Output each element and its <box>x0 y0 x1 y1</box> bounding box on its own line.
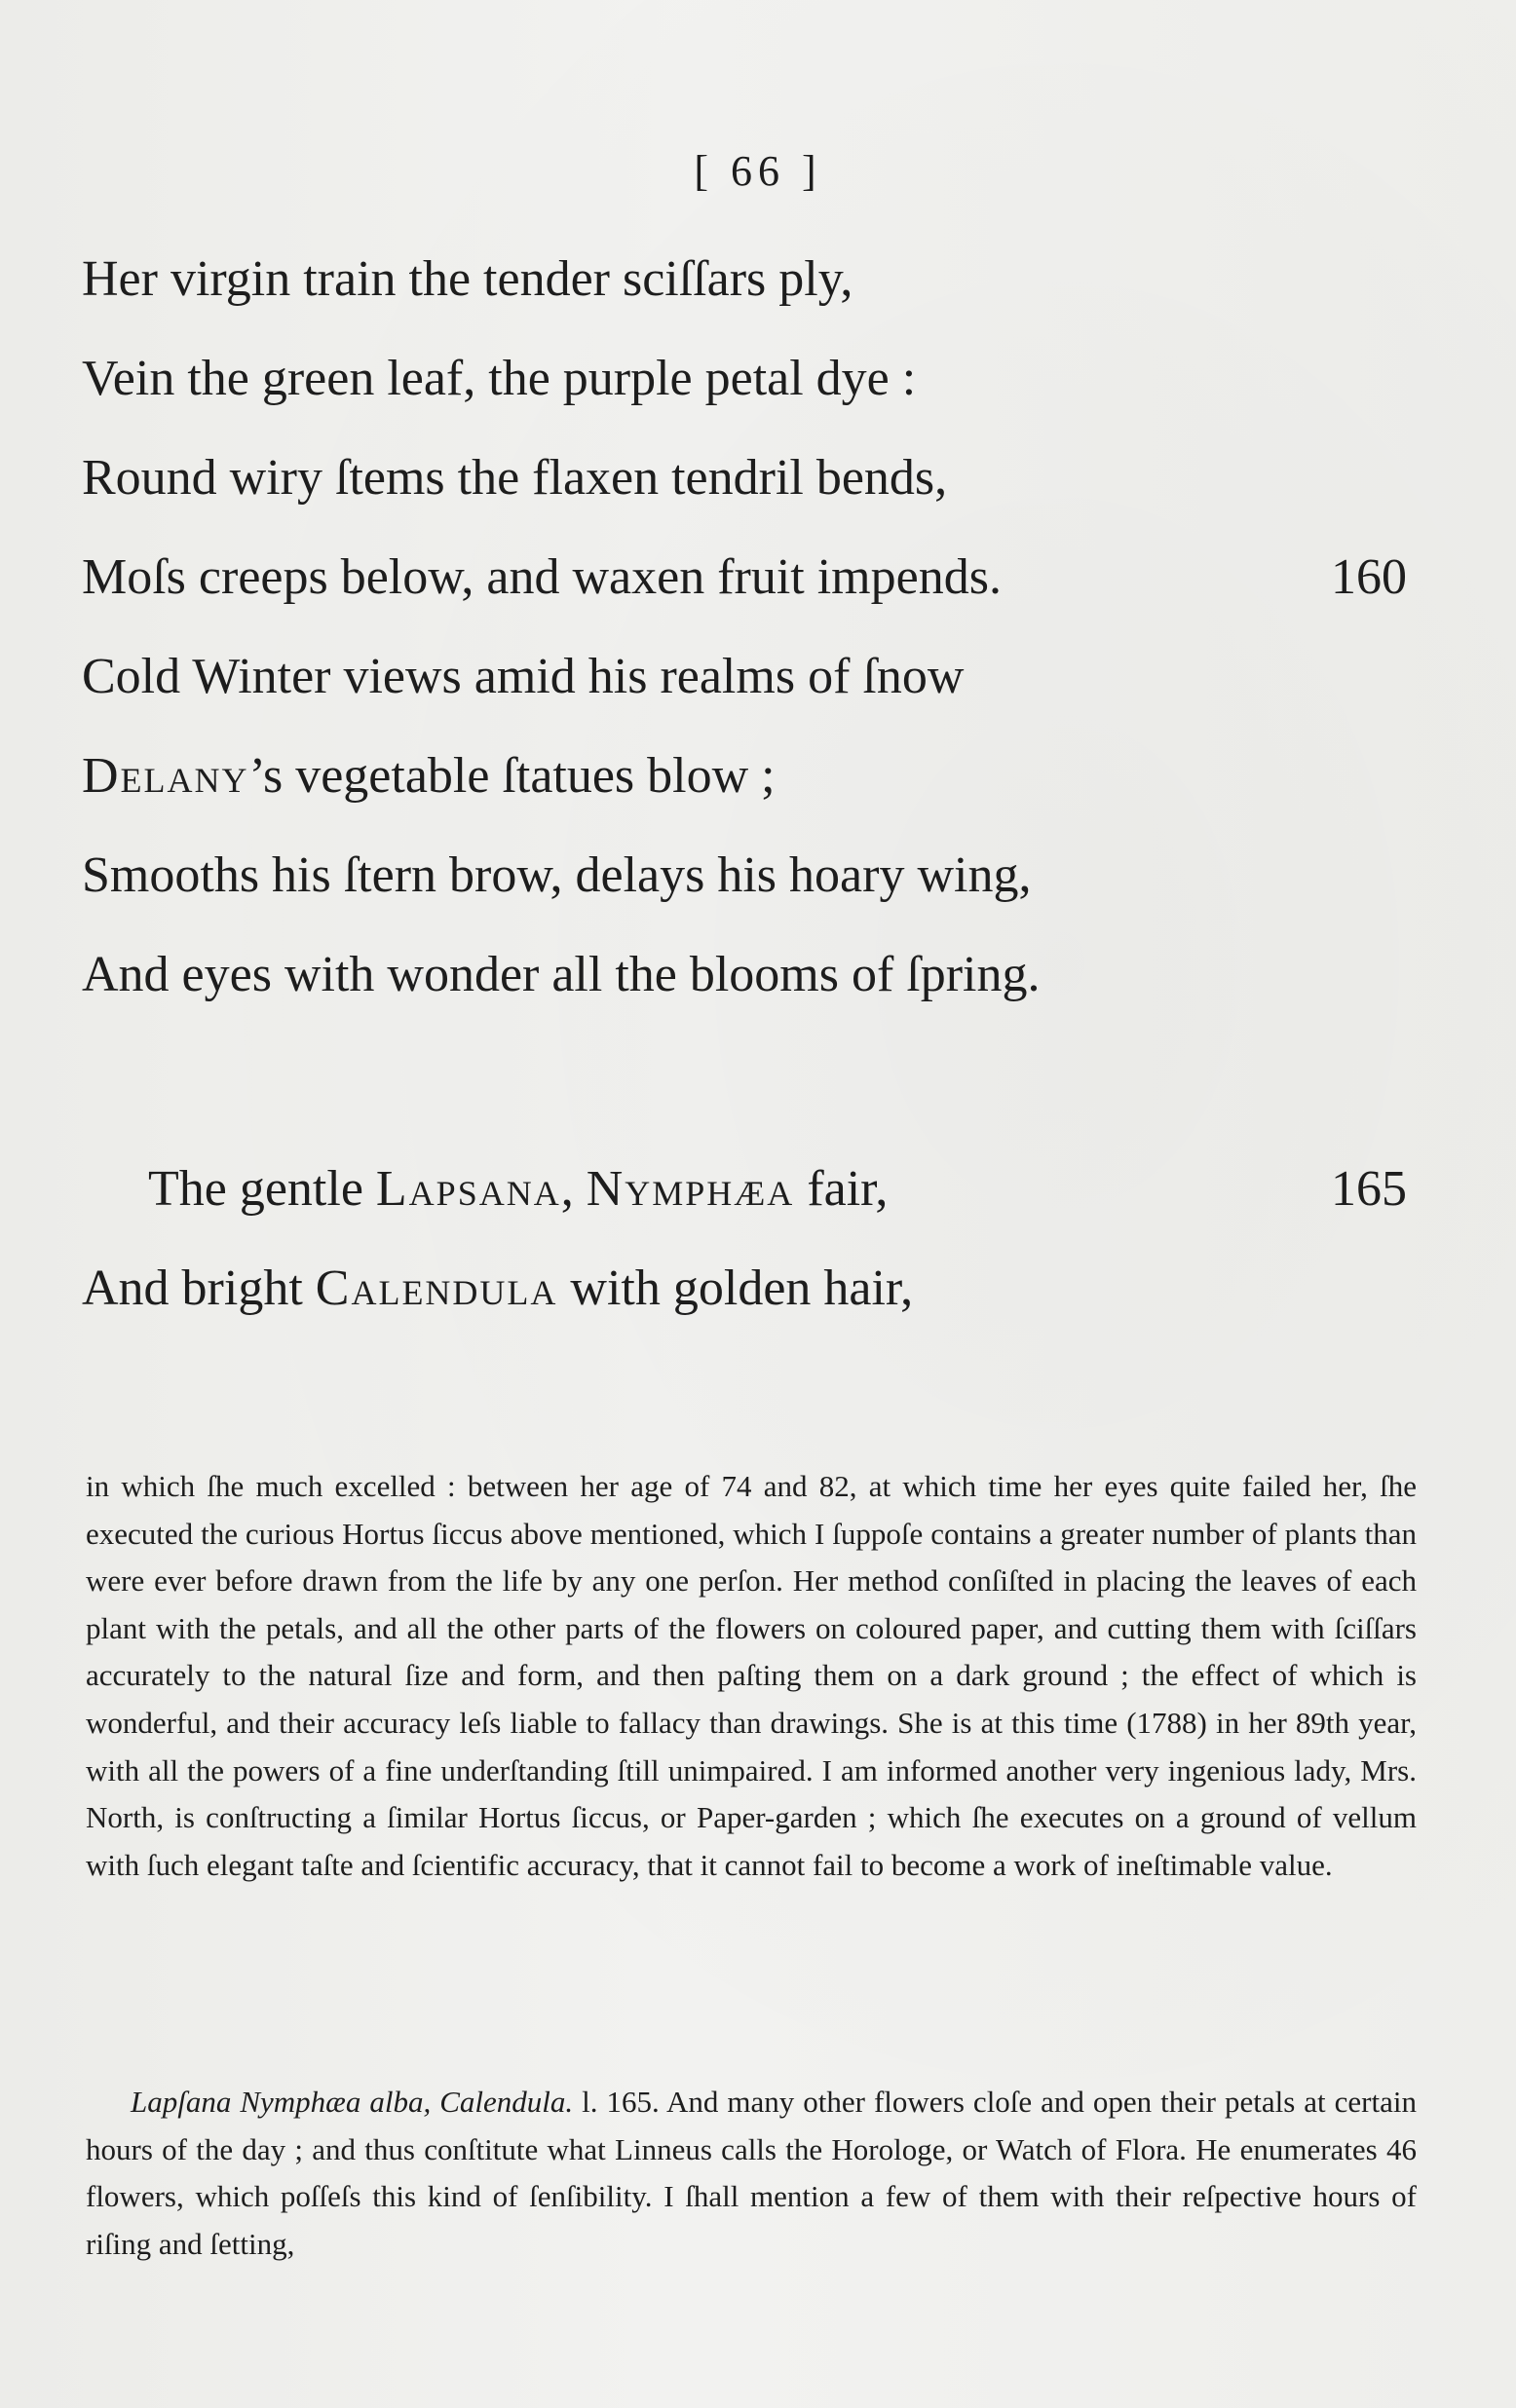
verse-line: Round wiry ſtems the flaxen tendril bends, <box>82 450 948 506</box>
line-number: 160 <box>1331 549 1407 605</box>
verse-line: The gentle Lapsana, Nymphæa fair, 165 <box>82 1140 1407 1239</box>
footnote-body: And many other flowers cloſe and open their petals at certain hours of the day ; and thus conſtitute what Linneus calls the Horologe, or Watch of Flora. He enumerates 46 flowers, which poſſeſs this kind of ſenſibility. I ſhall mention a few of them with their reſpective hours of riſing and ſetting, <box>86 2085 1417 2261</box>
verse-block-1 <box>82 230 1407 1025</box>
verse-line: Moſs creeps below, and waxen fruit impends. 160 <box>82 528 1407 627</box>
page-number-header: [ 66 ] <box>694 147 822 195</box>
line-number: 165 <box>1331 1161 1407 1217</box>
footnote-reference: l. 165. <box>573 2085 660 2119</box>
verse-line: And eyes with wonder all the blooms of ſpring. <box>82 947 1041 1002</box>
footnote-continuation <box>86 1463 1417 1889</box>
footnote-text <box>86 2079 1417 2268</box>
verse-line: Her virgin train the tender sciſſars ply, <box>82 251 853 307</box>
proper-name: Delany <box>82 748 249 804</box>
footnote-text: in which ſhe much excelled : between her age of 74 and 82, at which time her eyes quite failed her, ſhe executed the curious Hortus ſiccus above mentioned, which I ſuppoſe contains a greater number of plants than were ever before drawn from the life by any one perſon. Her method conſiſted in placing the leaves of each plant with the petals, and all the other parts of the flowers on coloured paper, and cutting them with ſciſſars accurately to the natural ſize and form, and then paſting them on a dark ground ; the effect of which is wonderful, and their accuracy leſs liable to fallacy than drawings. She is at this time (1788) in her 89th year, with all the powers of a fine underſtanding ſtill unimpaired. I am informed another very ingenious lady, Mrs. North, is conſtructing a ſimilar Hortus ſiccus, or Paper-garden ; which ſhe executes on a ground of vellum with ſuch elegant taſte and ſcientific accuracy, that it cannot fail to become a work of ineſtimable value. <box>86 1469 1417 1882</box>
verse-block-2 <box>82 1140 1407 1338</box>
proper-name: Nymphæa <box>586 1161 795 1217</box>
verse-line: And bright Calendula with golden hair, <box>82 1260 914 1316</box>
footnote-lead: Lapſana Nymphæa alba, Calendula. <box>131 2085 574 2119</box>
proper-name: Lapsana <box>375 1161 561 1217</box>
verse-line: Delany’s vegetable ſtatues blow ; <box>82 748 776 804</box>
footnote-lapsana <box>86 2079 1417 2268</box>
proper-name: Calendula <box>315 1260 558 1316</box>
verse-line: Vein the green leaf, the purple petal dye : <box>82 351 917 406</box>
verse-line: Cold Winter views amid his realms of ſnow <box>82 649 965 704</box>
verse-line: Smooths his ſtern brow, delays his hoary wing, <box>82 847 1032 903</box>
